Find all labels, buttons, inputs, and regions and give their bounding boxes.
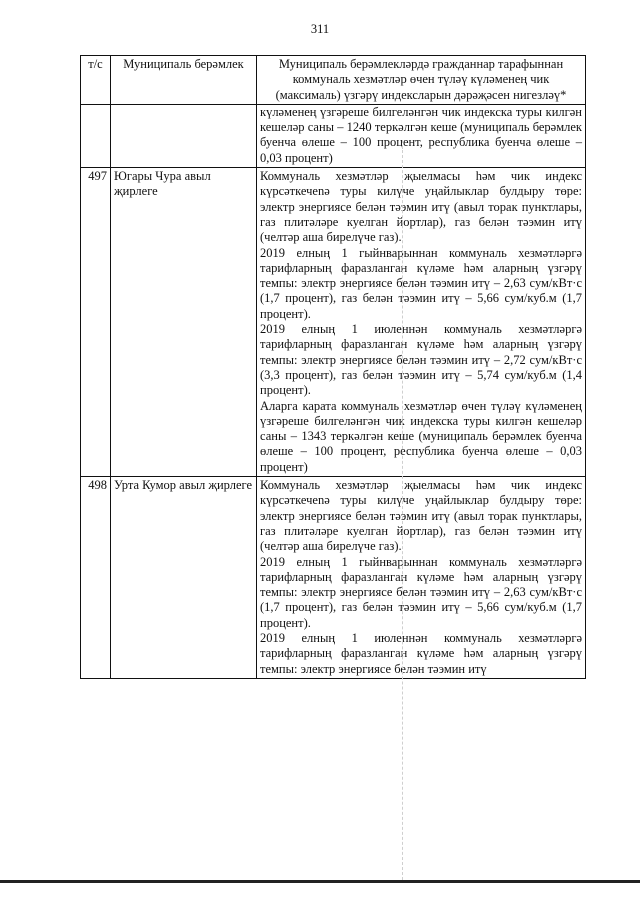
description-paragraph: Коммуналь хезмәтләр җыелмасы һәм чик индекс күрсәткечenә туры килүче уңайлыклар булдыру төре: электр энергиясе белән тәэмин итү (авыл торак пунктлары, газ плитәләре куелган йортлар), газ белән тәэмин итү (челтәр аша бирелүче газ).: [260, 169, 582, 245]
description-paragraph: Аларга карата коммуналь хезмәтләр өчен түләү күләменең үзгәреше билгеләнгән чик индекска туры килгән кешеләр саны – 1343 теркәлгән кеше (муниципаль берәмлек буенча өлеше – 100 процент, республика буенча өлеше – 0,03 процент): [260, 398, 582, 474]
row-number: 498: [81, 477, 111, 679]
row-number: 497: [81, 168, 111, 477]
description-paragraph: 2019 елның 1 гыйнварыннан коммуналь хезмәтләргә тарифларның фаразланган күләме һәм аларның үзгәрү темпы: электр энергиясе белән тәэмин итү – 2,63 сум/кВт·с (1,7 процент), газ белән тәэмин итү – 5,66 сум/куб.м (1,7 процент).: [260, 554, 582, 630]
continuation-municipality-cell: [111, 104, 257, 167]
table-row-498: [81, 477, 586, 679]
table-header-row: [81, 56, 586, 105]
page-number: 311: [310, 22, 330, 36]
header-municipality: Муниципаль берәмлек: [111, 56, 257, 105]
header-description: Муниципаль берәмлекләрдә гражданнар тарафыннан коммуналь хезмәтләр өчен түләү күләменең чик (максималь) үзгәрү индексларын дәрәҗәсен нигезләү*: [257, 56, 586, 105]
description-paragraph: 2019 елның 1 июленнән коммуналь хезмәтләргә тарифларның фаразланган күләме һәм аларның үзгәрү темпы: электр энергиясе белән тәэмин итү: [260, 630, 582, 676]
continuation-row: [81, 104, 586, 167]
tariff-table: [80, 55, 586, 679]
municipality-name: Югары Чура авыл җирлеге: [111, 168, 257, 477]
description-paragraph: 2019 елның 1 июленнән коммуналь хезмәтләргә тарифларның фаразланган күләме һәм аларның үзгәрү темпы: электр энергиясе белән тәэмин итү – 2,72 сум/кВт·с (3,3 процент), газ белән тәэмин итү – 5,74 сум/куб.м (1,4 процент).: [260, 322, 582, 398]
scan-bottom-edge: [0, 880, 640, 883]
table-row-497: [81, 168, 586, 477]
description-cell: [257, 477, 586, 679]
continuation-text: [257, 104, 586, 167]
continuation-paragraph: күләменең үзгәреше билгеләнгән чик индекска туры килгән кешеләр саны – 1240 теркәлгән кеше (муниципаль берәмлек буенча өлеше – 100 процент, республика буенча өлеше – 0,03 процент): [260, 104, 582, 165]
scan-fold-line: [402, 140, 403, 880]
header-num: т/с: [81, 56, 111, 105]
description-paragraph: 2019 елның 1 гыйнварыннан коммуналь хезмәтләргә тарифларның фаразланган күләме һәм аларның үзгәрү темпы: электр энергиясе белән тәэмин итү – 2,63 сум/кВт·с (1,7 процент), газ белән тәэмин итү – 5,66 сум/куб.м (1,7 процент).: [260, 245, 582, 321]
municipality-name: Урта Кумор авыл җирлеге: [111, 477, 257, 679]
description-cell: [257, 168, 586, 477]
continuation-num-cell: [81, 104, 111, 167]
description-paragraph: Коммуналь хезмәтләр җыелмасы һәм чик индекс күрсәткечenә туры килүче уңайлыклар булдыру төре: электр энергиясе белән тәэмин итү (авыл торак пунктлары, газ плитәләре куелган йортлар), газ белән тәэмин итү (челтәр аша бирелүче газ).: [260, 478, 582, 554]
